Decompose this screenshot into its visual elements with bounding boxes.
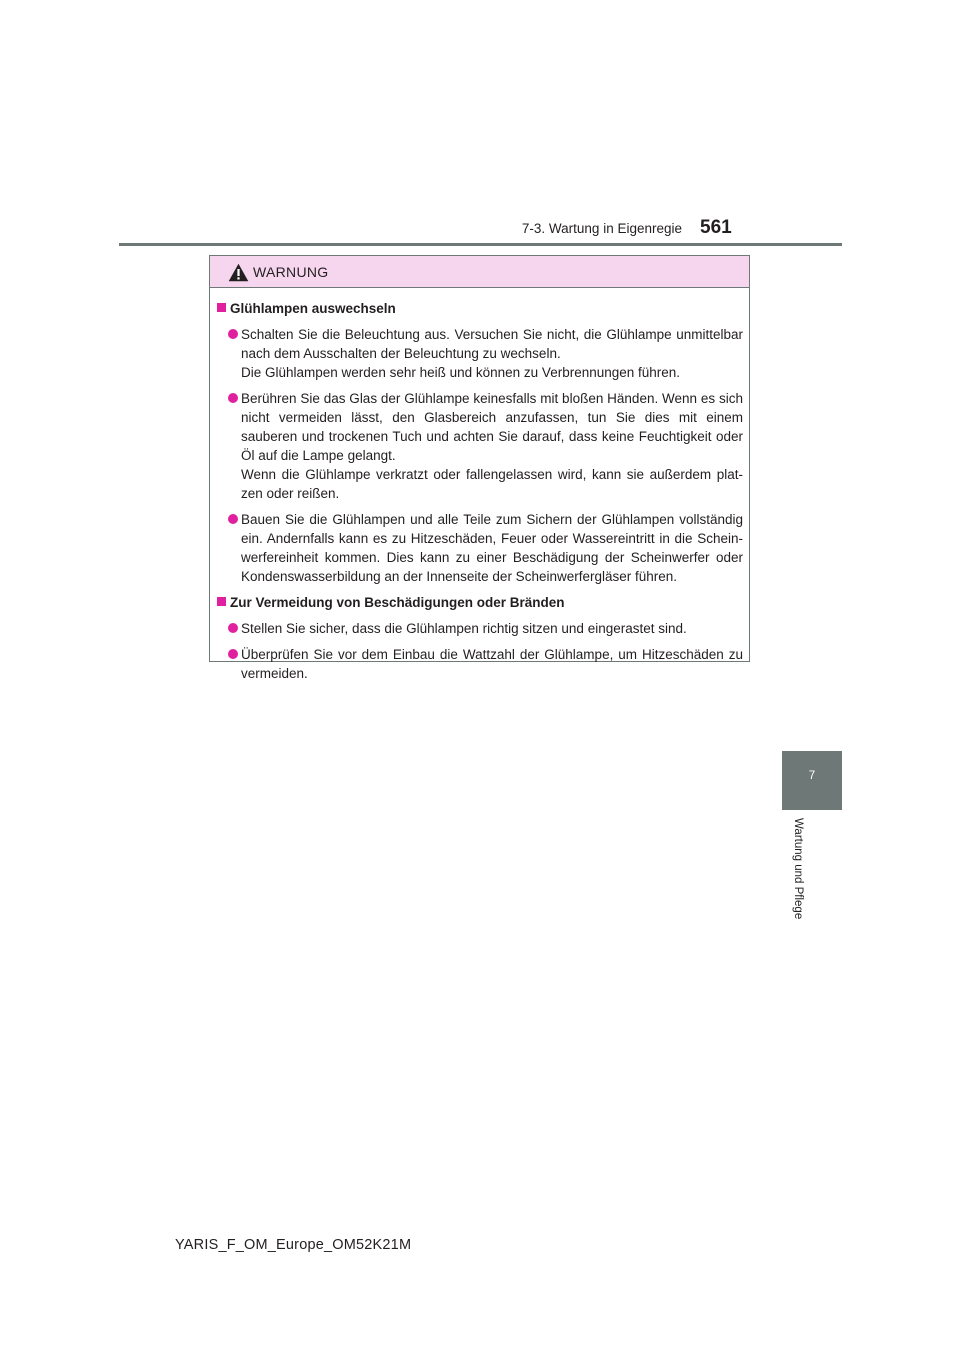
circle-bullet-icon: [228, 649, 238, 659]
page-number: 561: [700, 217, 732, 238]
section-heading: [217, 593, 743, 612]
bullet-text: Bauen Sie die Glühlampen und alle Teile zum Sichern der Glühlampen vollständig ein. Andernfalls kann es zu Hitzeschäden, Feuer oder Wassereintritt in die Schein-werfereinheit kommen. Dies kann zu einer Beschädigung der Scheinwerfer oder Kondenswasserbildung an der Innenseite der Scheinwerfergläser führen.: [241, 512, 743, 584]
bullet-text: Schalten Sie die Beleuchtung aus. Versuchen Sie nicht, die Glühlampe unmittelbar nach dem Ausschalten der Beleuchtung zu wechseln.: [241, 327, 743, 361]
warning-title: WARNUNG: [253, 264, 329, 280]
bullet-item: [217, 645, 743, 683]
warning-box: [209, 255, 750, 681]
header-divider: [119, 243, 842, 246]
bullet-text: Überprüfen Sie vor dem Einbau die Wattzahl der Glühlampe, um Hitzeschäden zu vermeiden.: [241, 647, 743, 681]
bullet-item: [217, 510, 743, 586]
section-heading: [217, 299, 743, 318]
warning-header: [210, 256, 749, 288]
bullet-text: Berühren Sie das Glas der Glühlampe keinesfalls mit bloßen Händen. Wenn es sich nicht vermeiden lässt, den Glasbereich anzufassen, tun Sie dies mit einem sauberen und trockenen Tuch und achten Sie darauf, dass keine Feuchtigkeit oder Öl auf die Lampe gelangt.: [241, 391, 743, 463]
bullet-text: Wenn die Glühlampe verkratzt oder fallengelassen wird, kann sie außerdem plat-zen oder reißen.: [241, 467, 743, 501]
bullet-item: [217, 619, 743, 638]
chapter-tab: [782, 751, 842, 810]
bullet-item: [217, 389, 743, 503]
section-heading-text: Zur Vermeidung von Beschädigungen oder Bränden: [230, 595, 565, 610]
square-bullet-icon: [217, 303, 226, 312]
chapter-title-vertical: Wartung und Pflege: [792, 818, 804, 920]
bullet-text: Die Glühlampen werden sehr heiß und können zu Verbrennungen führen.: [241, 365, 681, 380]
circle-bullet-icon: [228, 393, 238, 403]
square-bullet-icon: [217, 597, 226, 606]
circle-bullet-icon: [228, 514, 238, 524]
bullet-text: Stellen Sie sicher, dass die Glühlampen richtig sitzen und eingerastet sind.: [241, 621, 687, 636]
section-heading-text: Glühlampen auswechseln: [230, 301, 396, 316]
header-section-title: 7-3. Wartung in Eigenregie: [521, 221, 682, 236]
circle-bullet-icon: [228, 329, 238, 339]
bullet-item: [217, 325, 743, 382]
warning-content: [210, 288, 749, 683]
circle-bullet-icon: [228, 623, 238, 633]
document-code: YARIS_F_OM_Europe_OM52K21M: [175, 1237, 412, 1253]
warning-triangle-icon: [228, 263, 249, 282]
chapter-number: 7: [808, 770, 816, 782]
